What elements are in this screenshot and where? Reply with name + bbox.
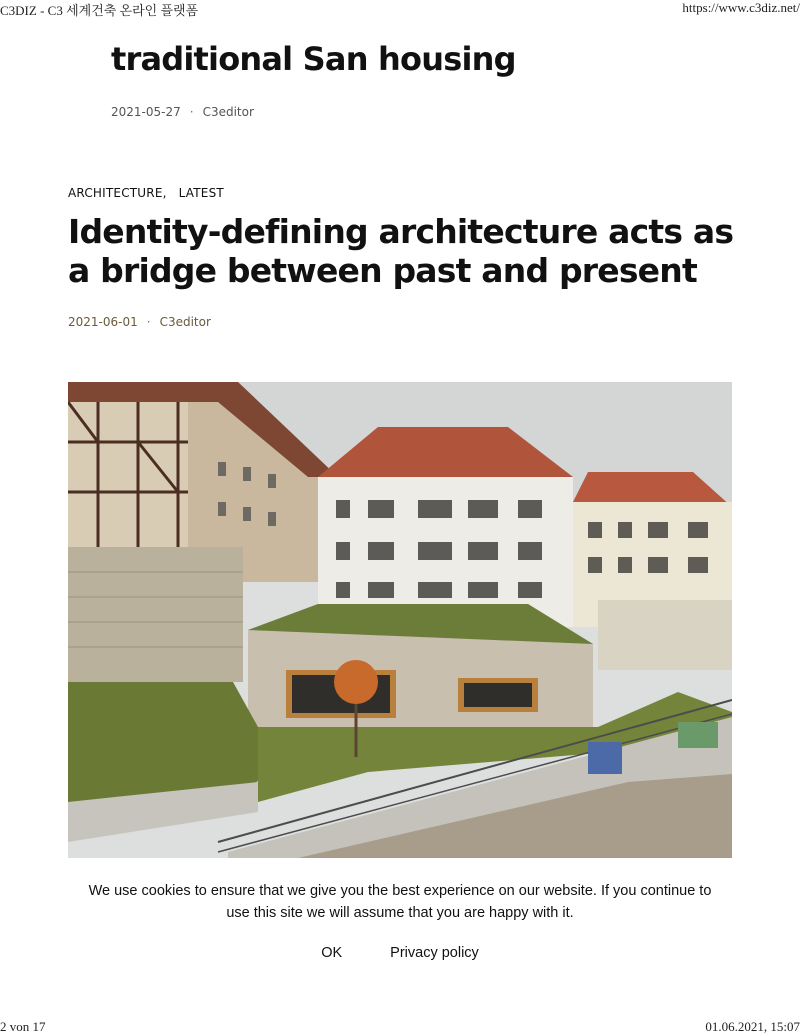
print-footer [0, 1019, 800, 1035]
hero-image [68, 382, 732, 858]
previous-post-meta [111, 105, 254, 119]
article-meta [68, 315, 211, 329]
category-latest-link[interactable]: LATEST [178, 186, 224, 200]
cookie-ok-button[interactable]: OK [321, 945, 343, 961]
print-datetime: 01.06.2021, 15:07 [705, 1019, 800, 1034]
article-author[interactable]: C3editor [159, 315, 211, 329]
meta-separator: · [189, 105, 194, 119]
print-page-number: 2 von 17 [0, 1019, 46, 1034]
cookie-message: We use cookies to ensure that we give you the best experience on our website. If you continue to use this site we will assume that you are happy with it. [88, 883, 712, 921]
article-title: Identity-defining architecture acts as a bridge between past and present [68, 212, 734, 290]
privacy-policy-link[interactable]: Privacy policy [390, 945, 479, 961]
category-list [68, 186, 224, 200]
print-url: https://www.c3diz.net/ [682, 0, 800, 15]
previous-post-title[interactable]: traditional San housing [111, 40, 516, 78]
cookie-actions [0, 942, 800, 964]
meta-separator: · [146, 315, 151, 329]
print-site-title: C3DIZ - C3 세계건축 온라인 플랫폼 [0, 3, 199, 18]
cookie-notice [0, 880, 800, 964]
previous-post-date: 2021-05-27 [111, 105, 181, 119]
print-header [0, 0, 800, 16]
article-date: 2021-06-01 [68, 315, 138, 329]
previous-post-author[interactable]: C3editor [202, 105, 254, 119]
hero-photo-illustration [68, 382, 732, 858]
category-architecture-link[interactable]: ARCHITECTURE, [68, 186, 167, 200]
